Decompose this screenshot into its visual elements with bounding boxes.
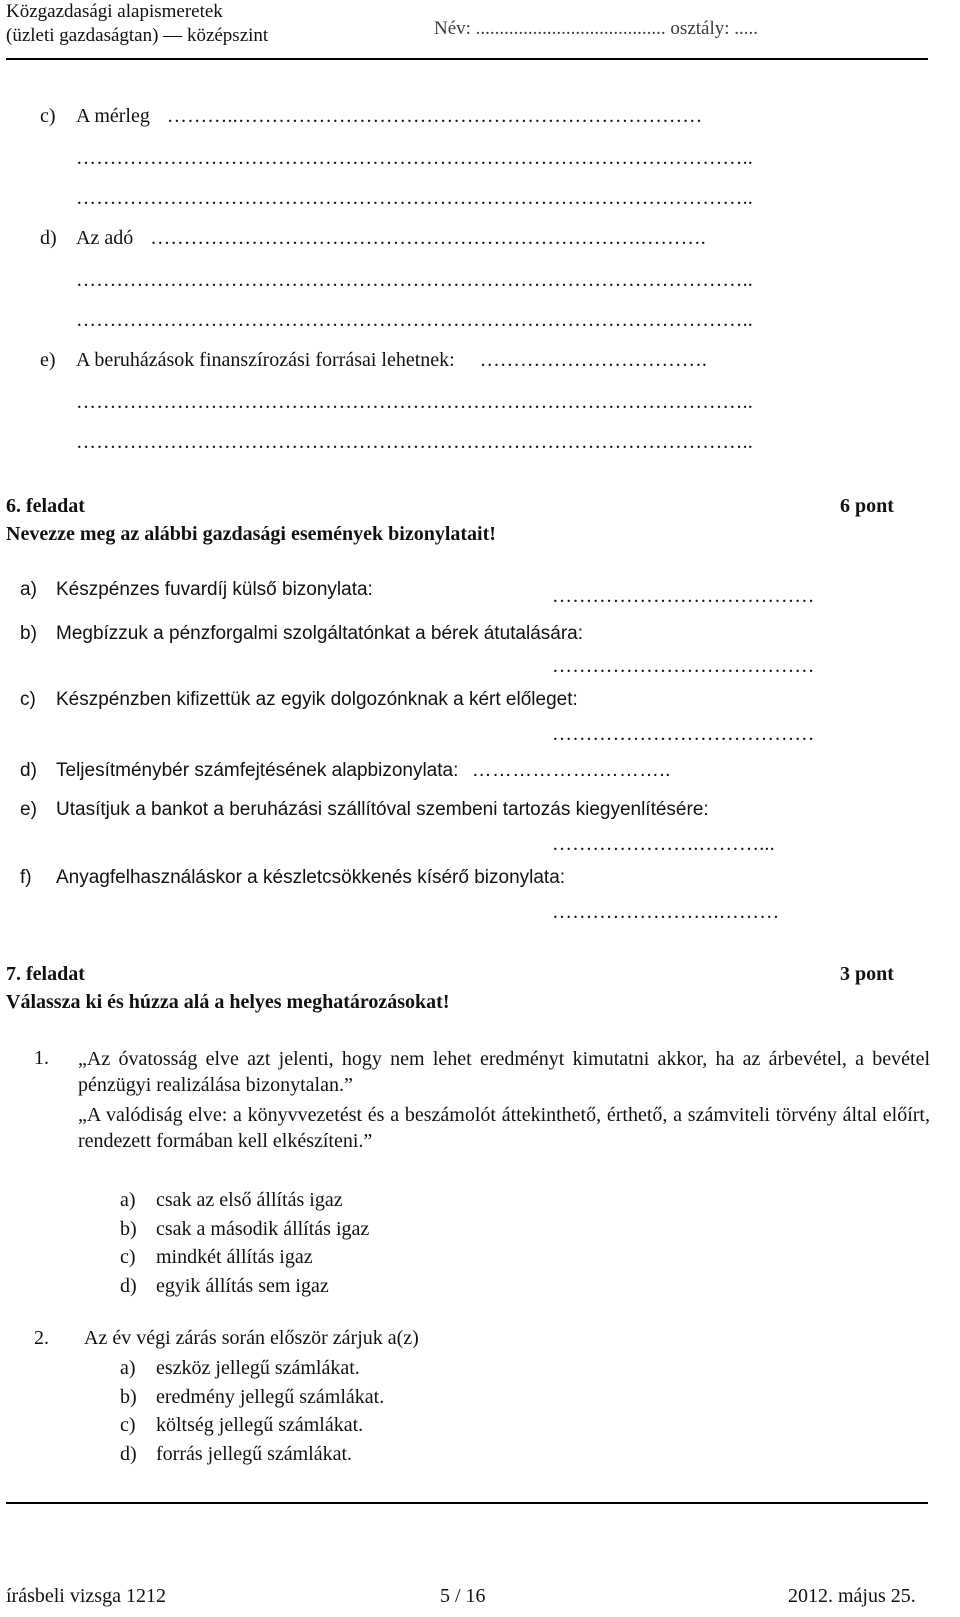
q1-statement1: „Az óvatosság elve azt jelenti, hogy nem lehet eredményt kimutatni akkor, ha az árbevétel, a bevétel pénzügyi realizálása bizonytalan.” (78, 1048, 930, 1096)
header-subject-line1: Közgazdasági alapismeretek (6, 1, 223, 22)
q2-option-b[interactable]: b) eredmény jellegű számlákat. (120, 1385, 385, 1408)
q2-number: 2. (34, 1327, 49, 1349)
task6-title: 6. feladat (6, 495, 85, 517)
q2-options (120, 1354, 384, 1468)
task7-instruction: Válassza ki és húzza alá a helyes meghatározásokat! (6, 991, 450, 1013)
answer-line: ……………………………………………………………………………………….. (76, 269, 753, 291)
answer-line: …………………….……… (552, 901, 780, 923)
answer-line: ……………………………………………………………………………………….. (76, 391, 753, 413)
task6-item-d: d) Teljesítménybér számfejtésének alapbizonylata: ……………….……….. (20, 759, 671, 781)
task6-item-c: c) Készpénzben kifizettük az egyik dolgozónknak a kért előleget: (20, 689, 578, 710)
task6-points: 6 pont (840, 495, 894, 517)
task6-item-f: f) Anyagfelhasználáskor a készletcsökkenés kísérő bizonylata: (20, 867, 566, 888)
answer-line: ………………………………… (552, 585, 815, 607)
task7-points: 3 pont (840, 963, 894, 985)
q1-option-b[interactable]: b) csak a második állítás igaz (120, 1217, 370, 1240)
header-rule (6, 58, 928, 60)
q2-question: Az év végi zárás során először zárjuk a(z) (84, 1327, 419, 1349)
answer-line: ……………………………………………………………………………………….. (76, 431, 753, 453)
q1-number: 1. (34, 1047, 49, 1069)
q1-option-d[interactable]: d) egyik állítás sem igaz (120, 1274, 329, 1297)
header-subject-line2: (üzleti gazdaságtan) — középszint (6, 25, 269, 46)
answer-line: ……………………………………………………………………………………….. (76, 187, 753, 209)
answer-line: ……………………………………………………………………………………….. (76, 309, 753, 331)
answer-line: ………………………………… (552, 723, 815, 745)
q1-options (120, 1186, 369, 1300)
item-c-mérleg: c) A mérleg ………..…………………………………………………………… (40, 105, 703, 127)
task6-item-a: a) Készpénzes fuvardíj külső bizonylata: (20, 579, 373, 600)
q1-option-c[interactable]: c) mindkét állítás igaz (120, 1246, 313, 1268)
footer-page-number: 5 / 16 (440, 1585, 486, 1607)
answer-line: ………………….………... (552, 833, 775, 855)
answer-line: ………………………………… (552, 655, 815, 677)
footer-date: 2012. május 25. (788, 1585, 916, 1607)
task6-item-e: e) Utasítjuk a bankot a beruházási szállítóval szembeni tartozás kiegyenlítésére: (20, 799, 709, 820)
q1-option-a[interactable]: a) csak az első állítás igaz (120, 1189, 343, 1211)
q2-option-a[interactable]: a) eszköz jellegű számlákat. (120, 1357, 360, 1379)
task7-title: 7. feladat (6, 963, 85, 985)
q2-option-c[interactable]: c) költség jellegű számlákat. (120, 1414, 364, 1436)
task6-item-b: b) Megbízzuk a pénzforgalmi szolgáltatónkat a bérek átutalására: (20, 623, 584, 644)
q1-statement2: „A valódiság elve: a könyvvezetést és a beszámolót áttekinthető, érthető, a számviteli törvény által előírt, rendezett formában kell elkészíteni.” (78, 1104, 930, 1152)
header-name-field: Név: ........................................ osztály: ..... (434, 18, 759, 39)
footer-rule (6, 1502, 928, 1504)
item-d-adó: d) Az adó ……………………………………………………………….………. (40, 227, 707, 249)
footer-exam-code: írásbeli vizsga 1212 (6, 1585, 166, 1607)
answer-line: ……………………………………………………………………………………….. (76, 147, 753, 169)
task6-instruction: Nevezze meg az alábbi gazdasági események bizonylatait! (6, 523, 496, 545)
q2-option-d[interactable]: d) forrás jellegű számlákat. (120, 1442, 353, 1465)
item-e-beruházások: e) A beruházások finanszírozási forrásai lehetnek: ……………………………. (40, 349, 708, 371)
